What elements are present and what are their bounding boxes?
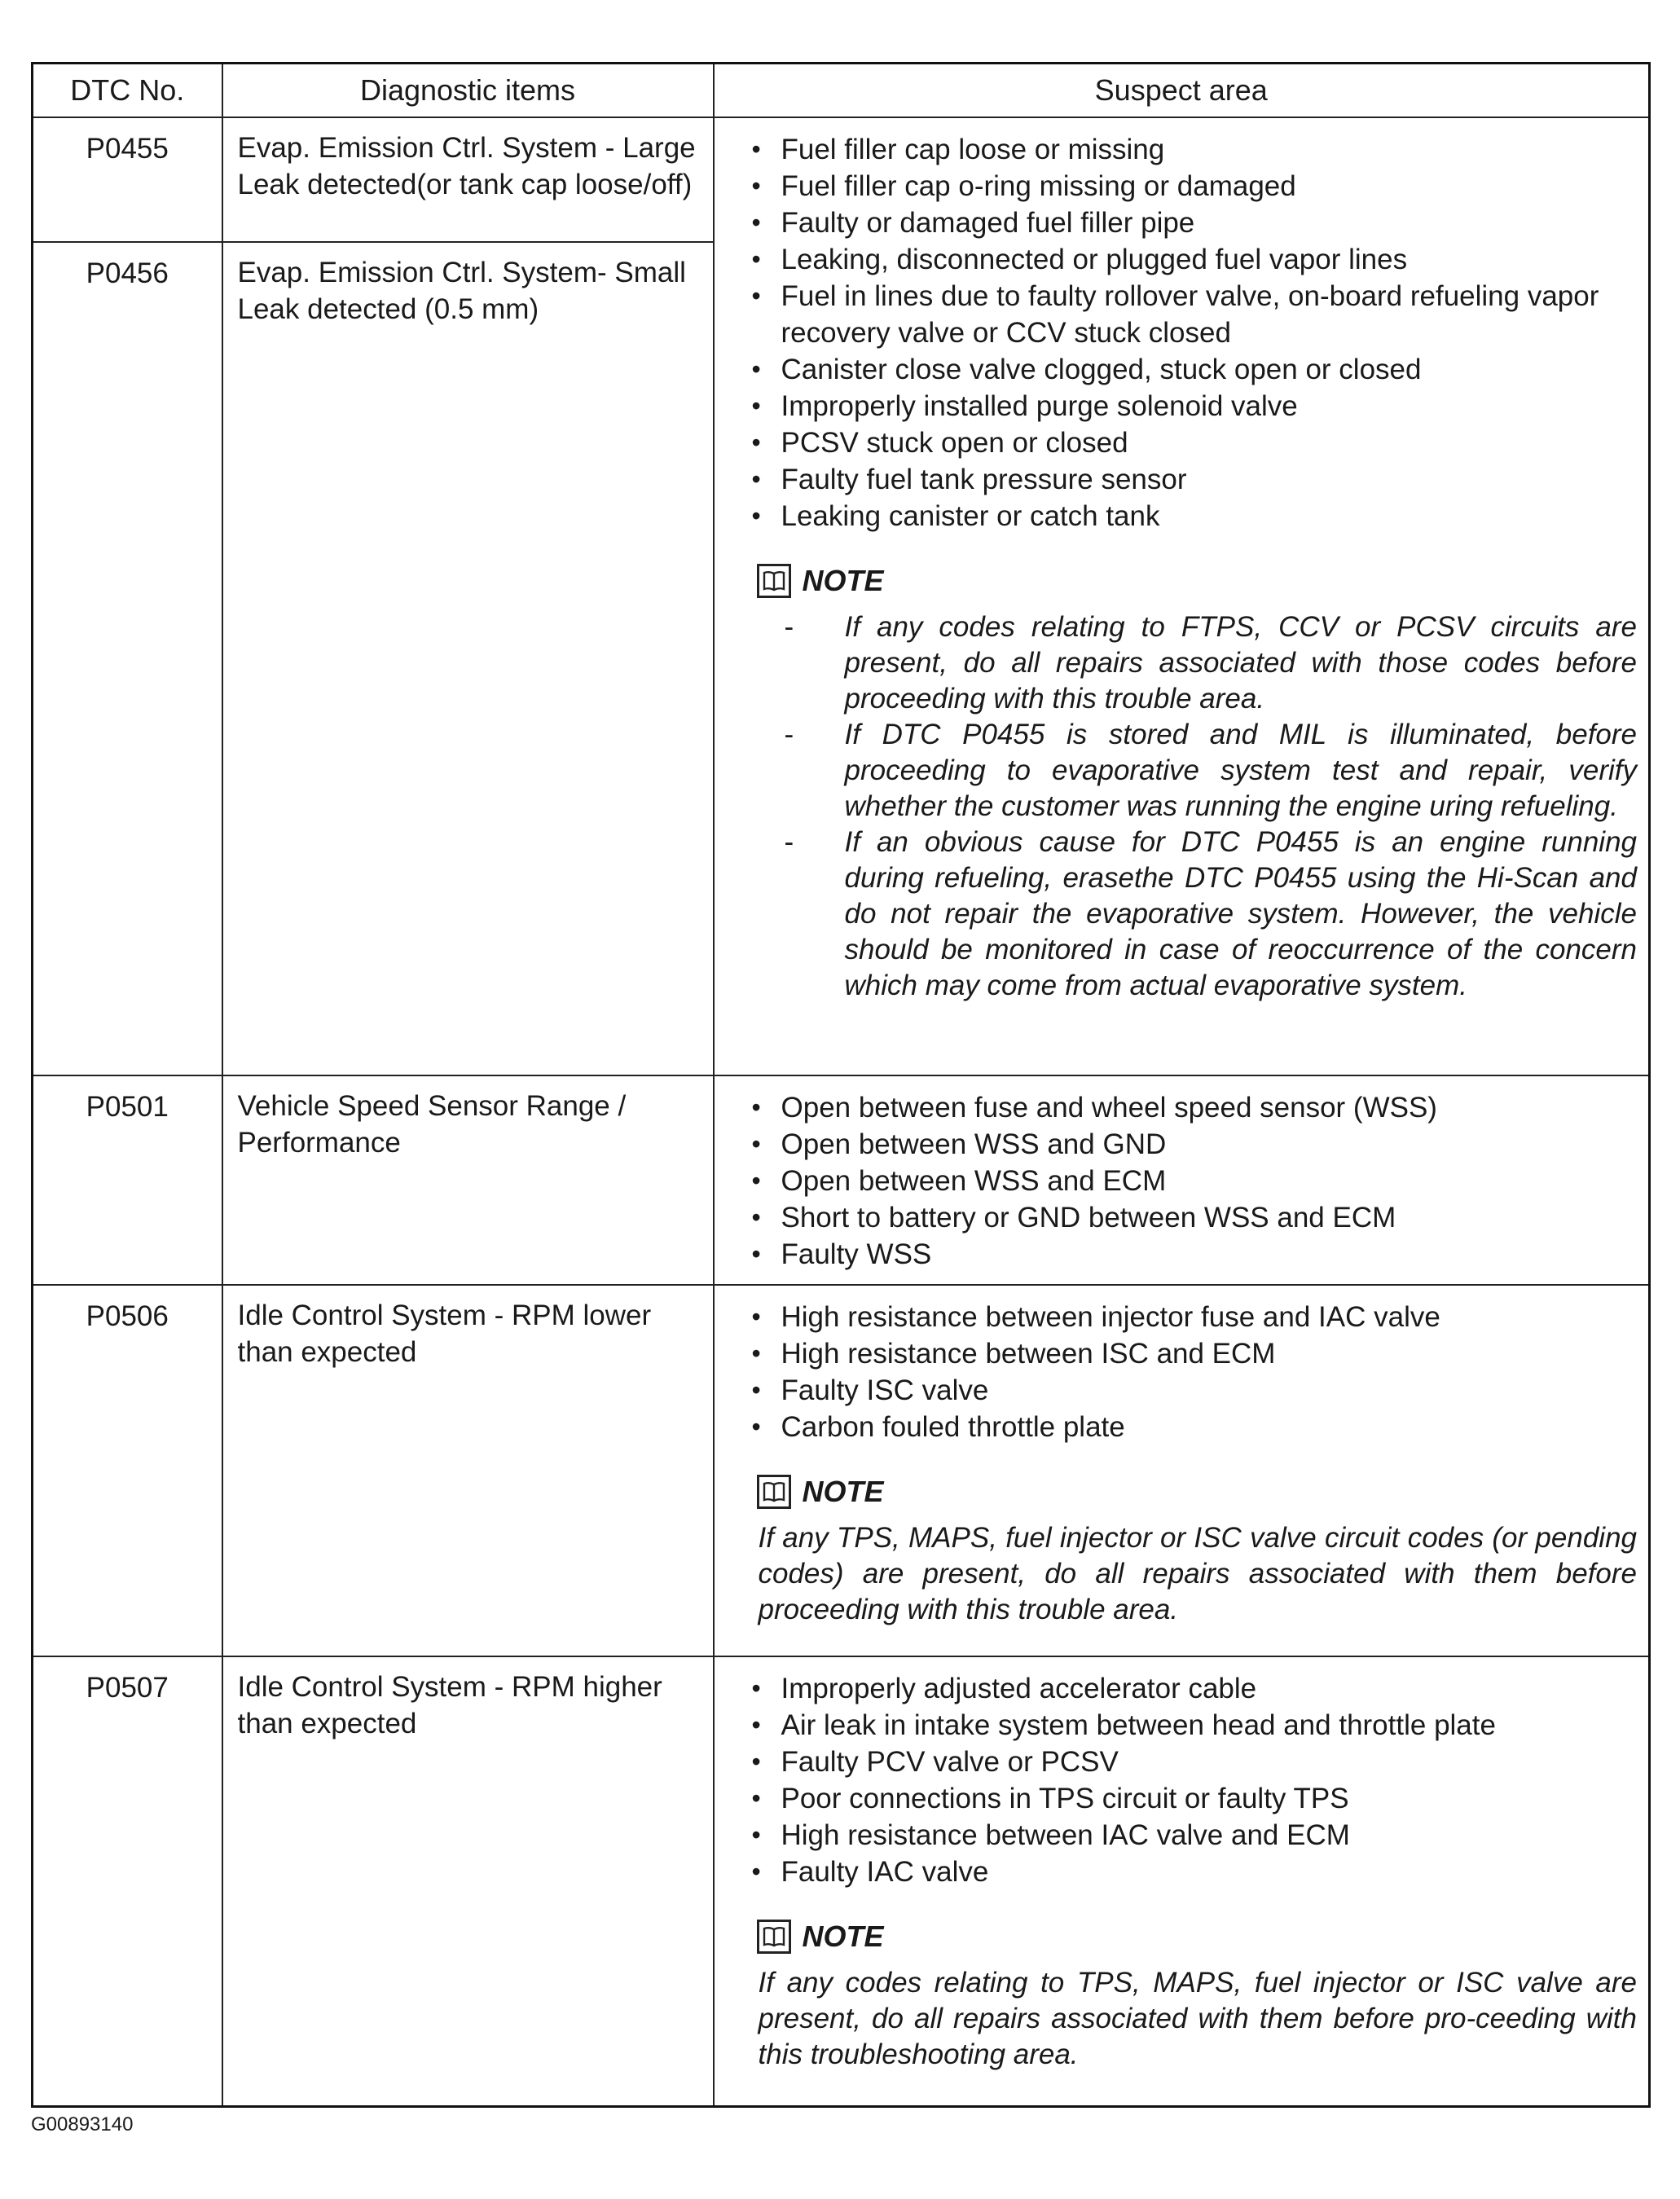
header-suspect-area: Suspect area — [714, 64, 1650, 118]
list-item: • PCSV stuck open or closed — [749, 424, 1638, 461]
book-icon — [757, 1475, 791, 1509]
list-item: • Canister close valve clogged, stuck open or closed — [749, 351, 1638, 388]
list-item: • Poor connections in TPS circuit or faulty TPS — [749, 1780, 1638, 1817]
dtc-code: P0501 — [33, 1075, 222, 1285]
note-list — [749, 609, 1638, 1004]
dtc-code: P0507 — [33, 1656, 222, 2106]
dtc-code: P0456 — [33, 242, 222, 1075]
note-heading — [757, 1475, 1638, 1509]
list-item: • Faulty ISC valve — [749, 1372, 1638, 1409]
suspect-list — [749, 1299, 1638, 1445]
figure-id: G00893140 — [31, 2113, 134, 2135]
list-item: • Open between fuse and wheel speed sensor (WSS) — [749, 1089, 1638, 1126]
list-item: • Fuel filler cap loose or missing — [749, 131, 1638, 168]
list-item: • Short to battery or GND between WSS and ECM — [749, 1199, 1638, 1236]
table-row — [33, 1075, 1650, 1285]
note-label: NOTE — [802, 564, 884, 597]
note-item: - If an obvious cause for DTC P0455 is an engine running during refueling, erasethe DTC P0455 using the Hi-Scan and do not repair the evaporative system. However, the vehicle should be monitored in case of reoccurrence of the concern which may come from actual evaporative system. — [749, 825, 1638, 1004]
note-item: - If DTC P0455 is stored and MIL is illuminated, before proceeding to evaporative system test and repair, verify whether the customer was running the engine uring refueling. — [749, 717, 1638, 825]
dtc-code: P0455 — [33, 117, 222, 242]
suspect-area-p0507 — [714, 1656, 1650, 2106]
book-icon — [757, 1920, 791, 1954]
table-row — [33, 1285, 1650, 1656]
diagnostic-item: Idle Control System - RPM lower than expected — [222, 1285, 714, 1656]
list-item: • Air leak in intake system between head and throttle plate — [749, 1707, 1638, 1744]
list-item: • Improperly adjusted accelerator cable — [749, 1670, 1638, 1707]
note-text: If any codes relating to TPS, MAPS, fuel injector or ISC valve are present, do all repairs associated with them before pro-ceeding with this troubleshooting area. — [758, 1967, 1637, 2070]
list-item: • Leaking, disconnected or plugged fuel vapor lines — [749, 241, 1638, 278]
list-item: • Faulty PCV valve or PCSV — [749, 1744, 1638, 1780]
list-item: • Leaking canister or catch tank — [749, 498, 1638, 534]
diagnostic-item: Evap. Emission Ctrl. System- Small Leak detected (0.5 mm) — [222, 242, 714, 1075]
list-item: • High resistance between ISC and ECM — [749, 1335, 1638, 1372]
list-item: • Fuel in lines due to faulty rollover valve, on-board refueling vapor recovery valve or CCV stuck closed — [749, 278, 1638, 351]
header-dtc-no: DTC No. — [33, 64, 222, 118]
note-text: If any TPS, MAPS, fuel injector or ISC valve circuit codes (or pending codes) are present, do all repairs associated with them before proceeding with this trouble area. — [758, 1522, 1637, 1625]
header-row — [33, 64, 1650, 118]
dtc-code: P0506 — [33, 1285, 222, 1656]
suspect-area-evap — [714, 117, 1650, 1075]
note-label: NOTE — [802, 1920, 884, 1953]
diagnostic-item: Vehicle Speed Sensor Range / Performance — [222, 1075, 714, 1285]
list-item: • Open between WSS and ECM — [749, 1163, 1638, 1199]
dtc-table — [31, 62, 1651, 2108]
table-row — [33, 117, 1650, 242]
note-heading — [757, 564, 1638, 598]
list-item: • Carbon fouled throttle plate — [749, 1409, 1638, 1445]
book-icon — [757, 564, 791, 598]
list-item: • Faulty fuel tank pressure sensor — [749, 461, 1638, 498]
list-item: • Open between WSS and GND — [749, 1126, 1638, 1163]
list-item: • Fuel filler cap o-ring missing or damaged — [749, 168, 1638, 205]
list-item: • Faulty IAC valve — [749, 1854, 1638, 1890]
list-item: • Improperly installed purge solenoid valve — [749, 388, 1638, 424]
note-label: NOTE — [802, 1475, 884, 1508]
suspect-area-p0506 — [714, 1285, 1650, 1656]
note-item: - If any codes relating to FTPS, CCV or PCSV circuits are present, do all repairs associated with those codes before proceeding with this trouble area. — [749, 609, 1638, 717]
table-row — [33, 1656, 1650, 2106]
list-item: • Faulty or damaged fuel filler pipe — [749, 205, 1638, 241]
list-item: • High resistance between injector fuse and IAC valve — [749, 1299, 1638, 1335]
diagnostic-item: Idle Control System - RPM higher than expected — [222, 1656, 714, 2106]
suspect-area-p0501 — [714, 1075, 1650, 1285]
note-heading — [757, 1920, 1638, 1954]
suspect-list — [749, 1089, 1638, 1273]
header-diagnostic-items: Diagnostic items — [222, 64, 714, 118]
list-item: • High resistance between IAC valve and ECM — [749, 1817, 1638, 1854]
suspect-list — [749, 1670, 1638, 1890]
list-item: • Faulty WSS — [749, 1236, 1638, 1273]
diagnostic-item: Evap. Emission Ctrl. System - Large Leak detected(or tank cap loose/off) — [222, 117, 714, 242]
suspect-list — [749, 131, 1638, 534]
